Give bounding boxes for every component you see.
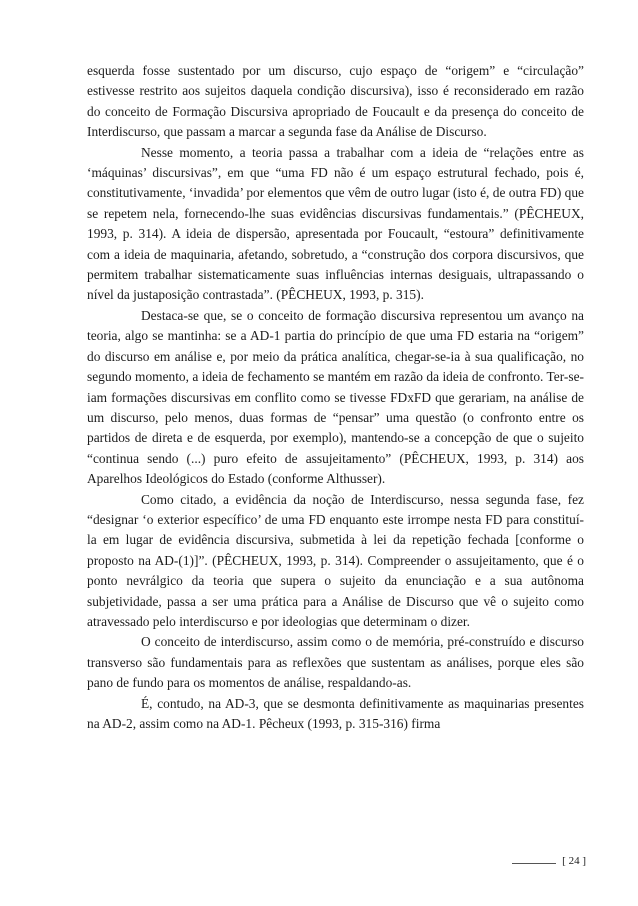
paragraph: Como citado, a evidência da noção de Interdiscurso, nessa segunda fase, fez “designar ‘o exterior específico’ de uma FD enquanto este irrompe nesta FD para constituí-la em lugar de evidência discursiva, submetida à lei da repetição fechada [conforme o proposto na AD-(1)]”. (PÊCHEUX, 1993, p. 314). Compreender o assujeitamento, que é o ponto nevrálgico da teoria que supera o sujeito da enunciação e a sua autônoma subjetividade, passa a ser uma prática para a Análise de Discurso que vê o sujeito como atravessado pelo interdiscurso e por ideologias que determinam o dizer. — [87, 491, 584, 629]
paragraph: Nesse momento, a teoria passa a trabalhar com a ideia de “relações entre as ‘máquinas’ discursivas”, em que “uma FD não é um espaço estrutural fechado, pois é, constitutivamente, ‘invadida’ por elementos que vêm de outro lugar (isto é, de outra FD) que se repetem nela, fornecendo-lhe suas evidências discursivas fundamentais.” (PÊCHEUX, 1993, p. 314). A ideia de dispersão, apresentada por Foucault, “estoura” definitivamente com a ideia de maquinaria, afetando, sobretudo, a “construção dos corpora discursivos, que permitem trabalhar sistematicamente suas influências internas desiguais, ultrapassando o nível da justaposição contrastada”. (PÊCHEUX, 1993, p. 315). — [87, 144, 584, 303]
footer-rule — [512, 863, 556, 864]
paragraph-continuation: esquerda fosse sustentado por um discurso, cujo espaço de “origem” e “circulação” estivesse restrito aos sujeitos daquela condição discursiva), isso é reconsiderado em razão do conceito de Formação Discursiva apropriado de Foucault e da presença do conceito de Interdiscurso, que passam a marcar a segunda fase da Análise de Discurso. — [87, 63, 584, 140]
page-number: [ 24 ] — [562, 855, 586, 867]
body-text — [87, 61, 584, 734]
page-footer — [512, 855, 586, 867]
paragraph: O conceito de interdiscurso, assim como o de memória, pré-construído e discurso transverso são fundamentais para as reflexões que sustentam as análises, porque eles são pano de fundo para os momentos de análise, respaldando-as. — [87, 634, 584, 691]
paragraph: Destaca-se que, se o conceito de formação discursiva representou um avanço na teoria, algo se mantinha: se a AD-1 partia do princípio de que uma FD estaria na “origem” do discurso em análise e, por meio da prática analítica, chegar-se-ia à sua qualificação, no segundo momento, a ideia de fechamento se mantém em razão da ideia de confronto. Ter-se-iam formações discursivas em conflito como se tivesse FDxFD que gerariam, na análise de um discurso, pelo menos, duas formas de “pensar” uma questão (o confronto entre os partidos de direta e de esquerda, por exemplo), mantendo-se a concepção de que o sujeito “continua sendo (...) puro efeito de assujeitamento” (PÊCHEUX, 1993, p. 314) aos Aparelhos Ideológicos do Estado (conforme Althusser). — [87, 307, 584, 487]
paragraph: É, contudo, na AD-3, que se desmonta definitivamente as maquinarias presentes na AD-2, assim como na AD-1. Pêcheux (1993, p. 315-316) firma — [87, 695, 584, 731]
